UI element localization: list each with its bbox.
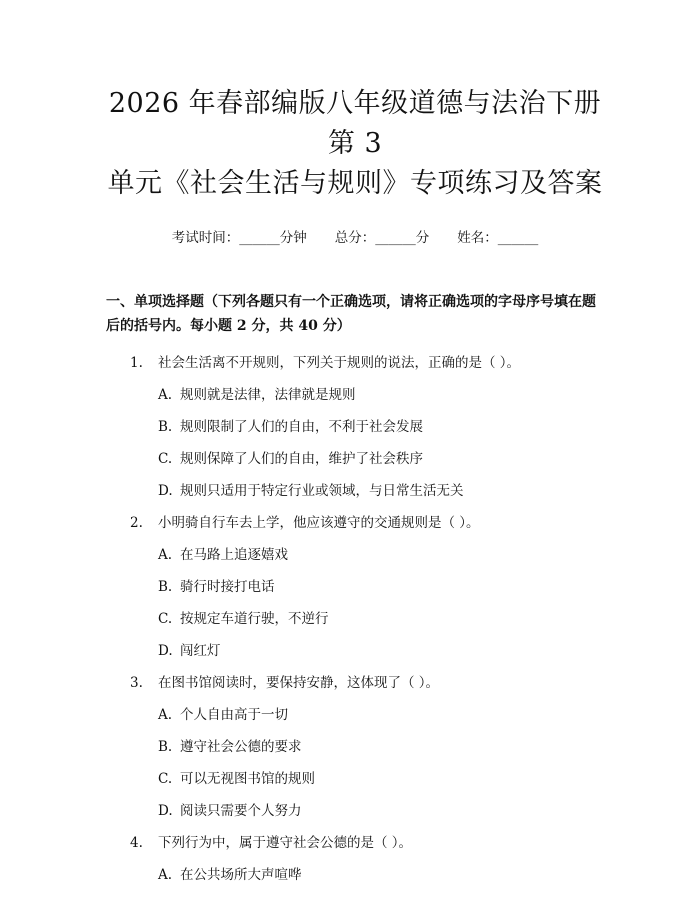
question-3 — [106, 672, 604, 704]
option-letter: B. — [158, 739, 173, 755]
option-letter: A. — [158, 387, 173, 403]
question-list — [106, 352, 604, 896]
section-1-title-line-2: 后的括号内。每小题 2 分，共 40 分） — [106, 318, 351, 334]
exam-time: 考试时间：______分钟 — [171, 230, 307, 246]
document-title — [106, 84, 604, 204]
option-text: 骑行时接打电话 — [180, 579, 275, 595]
question-number: 3. — [130, 675, 143, 691]
section-1-title — [106, 290, 604, 338]
option-letter: C. — [158, 451, 173, 467]
question-4-option-a — [106, 864, 604, 896]
option-letter: D. — [158, 643, 173, 659]
option-text: 在公共场所大声喧哗 — [180, 867, 302, 883]
question-stem: 下列行为中，属于遵守社会公德的是（ ）。 — [158, 835, 413, 851]
question-3-option-a — [106, 704, 604, 736]
question-1 — [106, 352, 604, 384]
title-line-1: 2026 年春部编版八年级道德与法治下册第 3 — [108, 88, 602, 159]
option-letter: D. — [158, 483, 173, 499]
question-stem: 在图书馆阅读时，要保持安静，这体现了（ ）。 — [158, 675, 440, 691]
question-2 — [106, 512, 604, 544]
question-stem: 小明骑自行车去上学，他应该遵守的交通规则是（ ）。 — [158, 515, 480, 531]
option-text: 规则就是法律，法律就是规则 — [180, 387, 356, 403]
option-letter: C. — [158, 611, 173, 627]
question-2-option-b — [106, 576, 604, 608]
exam-total-score: 总分：______分 — [334, 230, 430, 246]
option-text: 在马路上追逐嬉戏 — [180, 547, 288, 563]
section-1-title-line-1: 一、单项选择题（下列各题只有一个正确选项，请将正确选项的字母序号填在题 — [106, 294, 596, 310]
question-number: 2. — [130, 515, 143, 531]
option-text: 规则限制了人们的自由，不利于社会发展 — [180, 419, 423, 435]
question-1-option-a — [106, 384, 604, 416]
exam-name: 姓名：______ — [457, 230, 539, 246]
option-letter: A. — [158, 867, 173, 883]
option-text: 按规定车道行驶，不逆行 — [180, 611, 329, 627]
question-number: 1. — [130, 355, 143, 371]
option-letter: A. — [158, 707, 173, 723]
option-text: 闯红灯 — [180, 643, 221, 659]
option-letter: B. — [158, 419, 173, 435]
question-1-option-d — [106, 480, 604, 512]
question-2-option-c — [106, 608, 604, 640]
option-letter: C. — [158, 771, 173, 787]
question-3-option-b — [106, 736, 604, 768]
option-text: 遵守社会公德的要求 — [180, 739, 302, 755]
question-3-option-c — [106, 768, 604, 800]
exam-info — [106, 228, 604, 248]
option-letter: B. — [158, 579, 173, 595]
question-1-option-b — [106, 416, 604, 448]
question-3-option-d — [106, 800, 604, 832]
question-4 — [106, 832, 604, 864]
question-2-option-d — [106, 640, 604, 672]
title-line-2: 单元《社会生活与规则》专项练习及答案 — [107, 168, 603, 199]
option-text: 可以无视图书馆的规则 — [180, 771, 315, 787]
question-stem: 社会生活离不开规则，下列关于规则的说法，正确的是（ ）。 — [158, 355, 521, 371]
question-1-option-c — [106, 448, 604, 480]
option-letter: D. — [158, 803, 173, 819]
option-text: 个人自由高于一切 — [180, 707, 288, 723]
option-text: 阅读只需要个人努力 — [180, 803, 302, 819]
option-letter: A. — [158, 547, 173, 563]
option-text: 规则保障了人们的自由，维护了社会秩序 — [180, 451, 423, 467]
question-2-option-a — [106, 544, 604, 576]
question-number: 4. — [130, 835, 143, 851]
option-text: 规则只适用于特定行业或领域，与日常生活无关 — [180, 483, 464, 499]
